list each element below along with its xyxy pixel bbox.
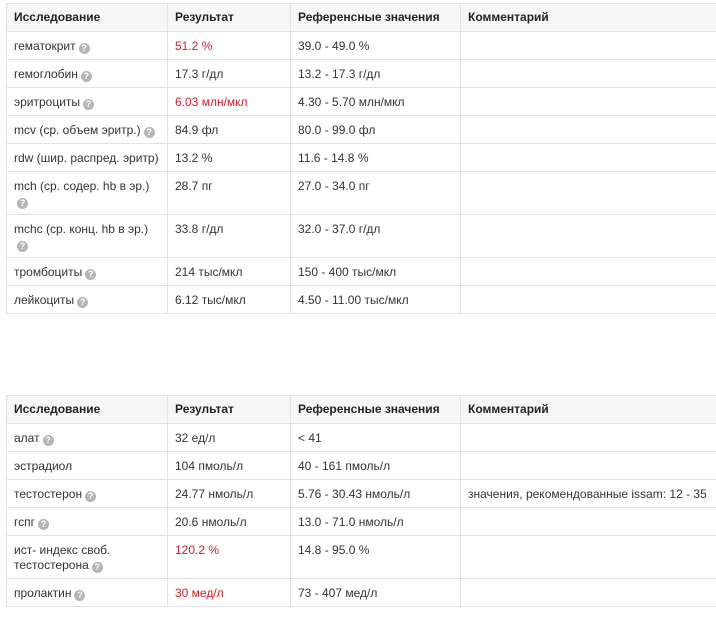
test-name-cell <box>7 116 168 144</box>
table-row <box>7 215 716 258</box>
comment-cell <box>461 579 716 607</box>
result-cell: 6.03 млн/мкл <box>168 88 291 116</box>
header-result: Результат <box>168 4 291 32</box>
table-row <box>7 480 716 508</box>
table-row <box>7 88 716 116</box>
header-test: Исследование <box>7 396 168 424</box>
table-row <box>7 144 716 172</box>
test-name-cell <box>7 480 168 508</box>
test-name: гемоглобин <box>14 67 78 81</box>
result-cell: 104 пмоль/л <box>168 452 291 480</box>
question-circle-icon[interactable]: ? <box>83 99 94 110</box>
result-cell: 20.6 нмоль/л <box>168 508 291 536</box>
test-name-cell <box>7 536 168 579</box>
test-name: гспг <box>14 515 35 529</box>
test-name-cell <box>7 452 168 480</box>
question-circle-icon[interactable]: ? <box>92 562 103 573</box>
test-name: пролактин <box>14 586 72 600</box>
header-comment: Комментарий <box>461 396 716 424</box>
reference-cell: 13.0 - 71.0 нмоль/л <box>291 508 461 536</box>
result-cell: 214 тыс/мкл <box>168 258 291 286</box>
reference-cell: 80.0 - 99.0 фл <box>291 116 461 144</box>
table-header-row <box>7 4 716 32</box>
test-name: mchc (ср. конц. hb в эр.) <box>14 222 149 236</box>
question-circle-icon[interactable]: ? <box>77 297 88 308</box>
question-circle-icon[interactable]: ? <box>74 590 85 601</box>
biochemistry-table <box>6 395 716 607</box>
result-cell: 24.77 нмоль/л <box>168 480 291 508</box>
reference-cell: 5.76 - 30.43 нмоль/л <box>291 480 461 508</box>
comment-cell <box>461 144 716 172</box>
test-name: алат <box>14 431 40 445</box>
result-cell: 13.2 % <box>168 144 291 172</box>
table-row <box>7 424 716 452</box>
test-name: эритроциты <box>14 95 81 109</box>
table-row <box>7 60 716 88</box>
test-name: rdw (шир. распред. эритр) <box>14 151 159 165</box>
test-name: mch (ср. содер. hb в эр.) <box>14 179 150 193</box>
comment-cell <box>461 424 716 452</box>
comment-cell <box>461 215 716 258</box>
result-cell: 6.12 тыс/мкл <box>168 286 291 314</box>
comment-cell <box>461 286 716 314</box>
comment-cell <box>461 172 716 215</box>
reference-cell: 4.50 - 11.00 тыс/мкл <box>291 286 461 314</box>
reference-cell: 73 - 407 мед/л <box>291 579 461 607</box>
reference-cell: 27.0 - 34.0 пг <box>291 172 461 215</box>
question-circle-icon[interactable]: ? <box>81 71 92 82</box>
result-cell: 30 мед/л <box>168 579 291 607</box>
test-name-cell <box>7 172 168 215</box>
table-row <box>7 536 716 579</box>
question-circle-icon[interactable]: ? <box>17 198 28 209</box>
question-circle-icon[interactable]: ? <box>17 241 28 252</box>
test-name: гематокрит <box>14 39 76 53</box>
question-circle-icon[interactable]: ? <box>144 127 155 138</box>
test-name-cell <box>7 286 168 314</box>
test-name-cell <box>7 144 168 172</box>
comment-cell: значения, рекомендованные issam: 12 - 35 <box>461 480 716 508</box>
test-name: лейкоциты <box>14 293 75 307</box>
test-name: ист- индекс своб. тестостерона <box>14 543 111 572</box>
result-cell: 28.7 пг <box>168 172 291 215</box>
blood-count-table <box>6 3 716 314</box>
table-row <box>7 258 716 286</box>
test-name: тестостерон <box>14 487 83 501</box>
table-header-row <box>7 396 716 424</box>
header-comment: Комментарий <box>461 4 716 32</box>
question-circle-icon[interactable]: ? <box>38 519 49 530</box>
reference-cell: < 41 <box>291 424 461 452</box>
test-name-cell <box>7 424 168 452</box>
result-cell: 120.2 % <box>168 536 291 579</box>
comment-cell <box>461 508 716 536</box>
result-cell: 17.3 г/дл <box>168 60 291 88</box>
test-name-cell <box>7 88 168 116</box>
test-name-cell <box>7 60 168 88</box>
table-row <box>7 452 716 480</box>
test-name-cell <box>7 258 168 286</box>
reference-cell: 4.30 - 5.70 млн/мкл <box>291 88 461 116</box>
table-row <box>7 286 716 314</box>
test-name-cell <box>7 32 168 60</box>
result-cell: 51.2 % <box>168 32 291 60</box>
table-row <box>7 32 716 60</box>
test-name: тромбоциты <box>14 265 83 279</box>
result-cell: 33.8 г/дл <box>168 215 291 258</box>
header-test: Исследование <box>7 4 168 32</box>
comment-cell <box>461 258 716 286</box>
comment-cell <box>461 452 716 480</box>
header-result: Результат <box>168 396 291 424</box>
test-name-cell <box>7 215 168 258</box>
reference-cell: 39.0 - 49.0 % <box>291 32 461 60</box>
test-name-cell <box>7 579 168 607</box>
comment-cell <box>461 32 716 60</box>
comment-cell <box>461 88 716 116</box>
test-name-cell <box>7 508 168 536</box>
comment-cell <box>461 116 716 144</box>
reference-cell: 150 - 400 тыс/мкл <box>291 258 461 286</box>
comment-cell <box>461 60 716 88</box>
reference-cell: 11.6 - 14.8 % <box>291 144 461 172</box>
question-circle-icon[interactable]: ? <box>85 269 96 280</box>
table-row <box>7 172 716 215</box>
test-name: эстрадиол <box>14 459 73 473</box>
question-circle-icon[interactable]: ? <box>43 435 54 446</box>
reference-cell: 14.8 - 95.0 % <box>291 536 461 579</box>
table-row <box>7 116 716 144</box>
question-circle-icon[interactable]: ? <box>85 491 96 502</box>
reference-cell: 32.0 - 37.0 г/дл <box>291 215 461 258</box>
header-reference: Референсные значения <box>291 396 461 424</box>
reference-cell: 13.2 - 17.3 г/дл <box>291 60 461 88</box>
reference-cell: 40 - 161 пмоль/л <box>291 452 461 480</box>
test-name: mcv (ср. объем эритр.) <box>14 123 141 137</box>
result-cell: 84.9 фл <box>168 116 291 144</box>
table-row <box>7 579 716 607</box>
comment-cell <box>461 536 716 579</box>
header-reference: Референсные значения <box>291 4 461 32</box>
table-row <box>7 508 716 536</box>
question-circle-icon[interactable]: ? <box>79 43 90 54</box>
result-cell: 32 ед/л <box>168 424 291 452</box>
